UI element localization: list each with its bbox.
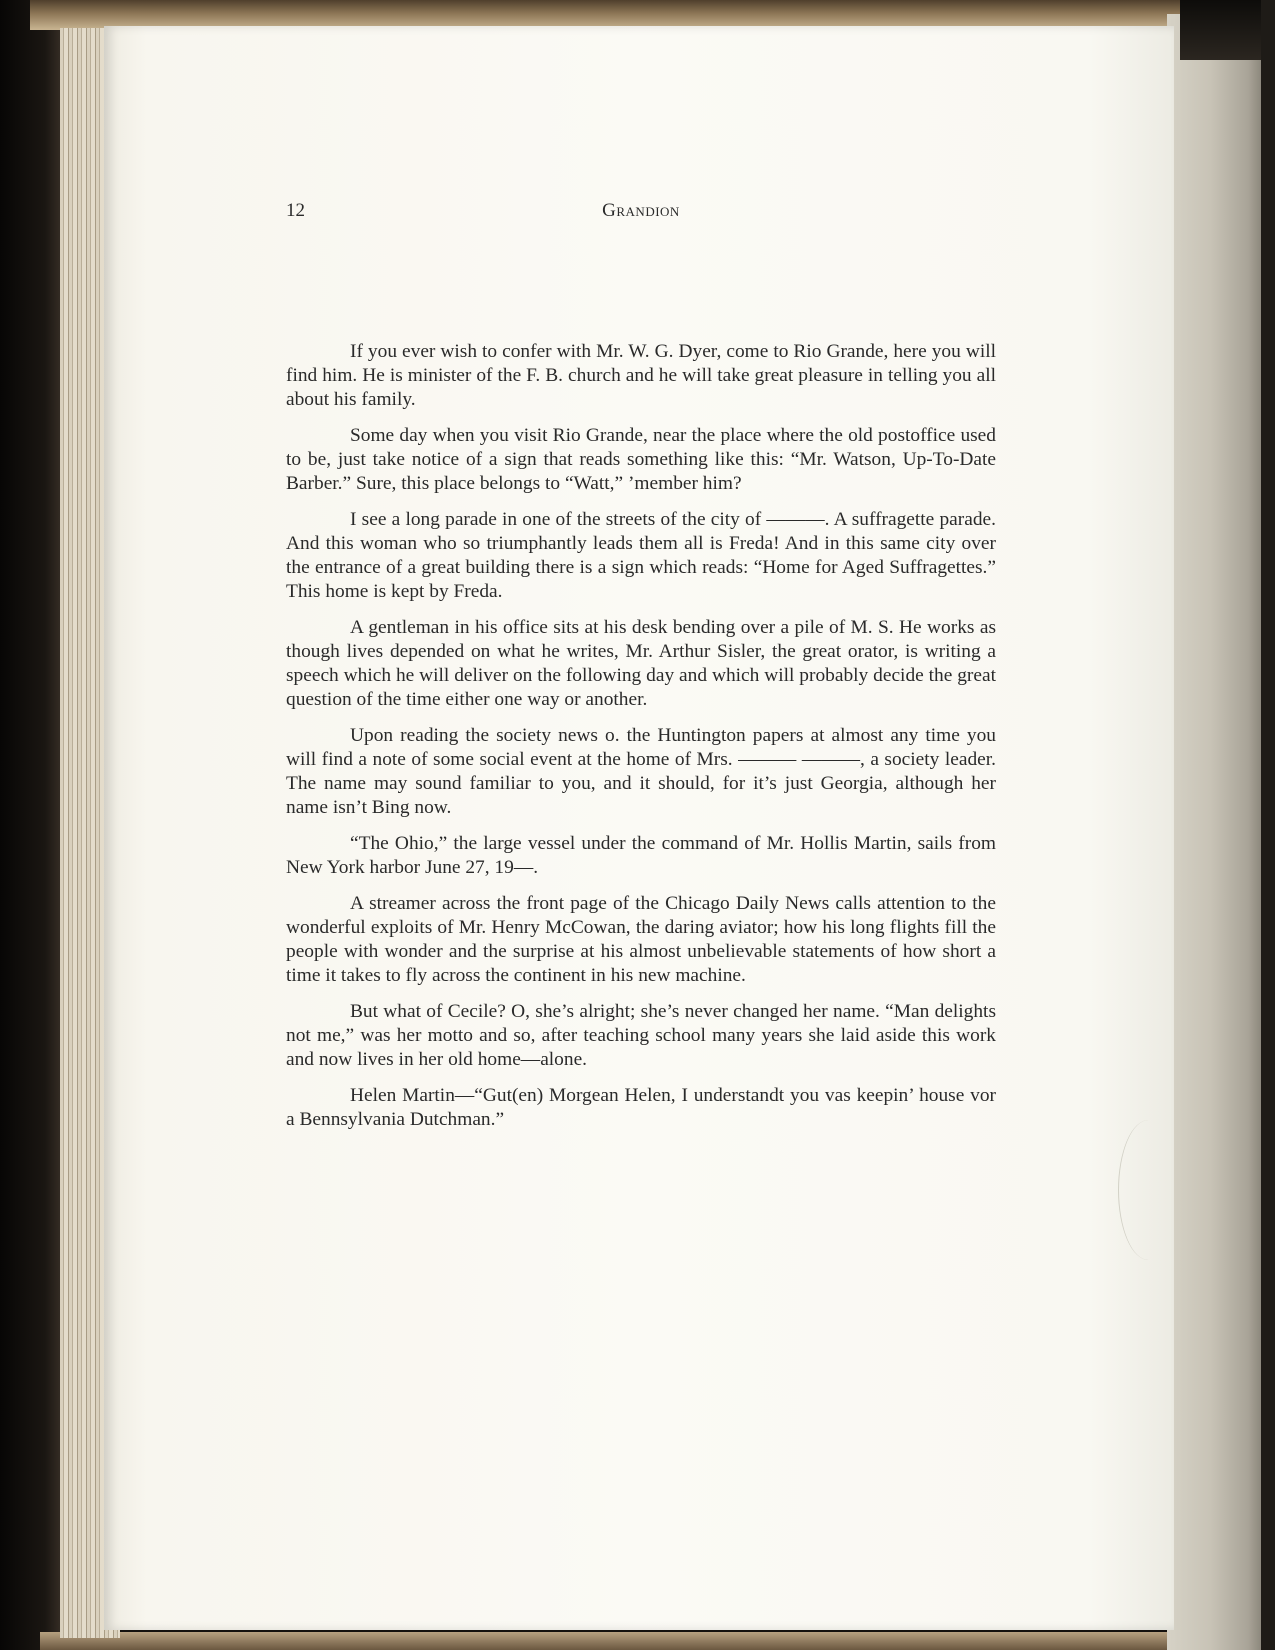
- running-head: [286, 200, 996, 226]
- paragraph-mccowan: A streamer across the front page of the Chicago Daily News calls attention to the wonderful exploits of Mr. Henry McCowan, the daring aviator; how his long flights fill the people with wonder and the surprise at his almost unbelievable statements of how short a time it takes to fly across the continent in his new machine.: [286, 893, 996, 986]
- paragraph-freda: I see a long parade in one of the streets of the city of ———. A suffragette parade. And this woman who so triumphantly leads them all is Freda! And in this same city over the entrance of a great building there is a sign which reads: “Home for Aged Suffragettes.” This home is kept by Freda.: [286, 509, 996, 602]
- page-body: [286, 340, 996, 1144]
- paragraph-helen: Helen Martin—“Gut(en) Morgean Helen, I understandt you vas keepin’ house vor a Bennsylvania Dutchman.”: [286, 1085, 996, 1130]
- paragraph-sisler: A gentleman in his office sits at his desk bending over a pile of M. S. He works as though lives depended on what he writes, Mr. Arthur Sisler, the great orator, is writing a speech which he will deliver on the following day and which will probably decide the great question of the time either one way or another.: [286, 617, 996, 710]
- paragraph-dyer: If you ever wish to confer with Mr. W. G. Dyer, come to Rio Grande, here you will find him. He is minister of the F. B. church and he will take great pleasure in telling you all about his family.: [286, 341, 996, 410]
- book-cover-right: [1167, 14, 1275, 1650]
- paper-crease: [1118, 1120, 1179, 1260]
- scan-background-left: [0, 0, 64, 1650]
- book-binding-bottom: [40, 1632, 1190, 1650]
- paragraph-georgia: Upon reading the society news o. the Huntington papers at almost any time you will find a note of some social event at the home of Mrs. ——— ———, a society leader. The name may sound familiar to you, and it should, for it’s just Georgia, although her name isn’t Bing now.: [286, 725, 996, 818]
- scan-background-right: [1261, 0, 1275, 1650]
- paragraph-watson: Some day when you visit Rio Grande, near the place where the old postoffice used to be, just take notice of a sign that reads something like this: “Mr. Watson, Up-To-Date Barber.” Sure, this place belongs to “Watt,” ’member him?: [286, 425, 996, 494]
- paragraph-martin: “The Ohio,” the large vessel under the command of Mr. Hollis Martin, sails from New York harbor June 27, 19—.: [286, 833, 996, 878]
- running-title: Grandion: [602, 200, 680, 221]
- page-number: 12: [286, 200, 305, 221]
- paragraph-cecile: But what of Cecile? O, she’s alright; she’s never changed her name. “Man delights not me,” was her motto and so, after teaching school many years she laid aside this work and now lives in her old home—alone.: [286, 1001, 996, 1070]
